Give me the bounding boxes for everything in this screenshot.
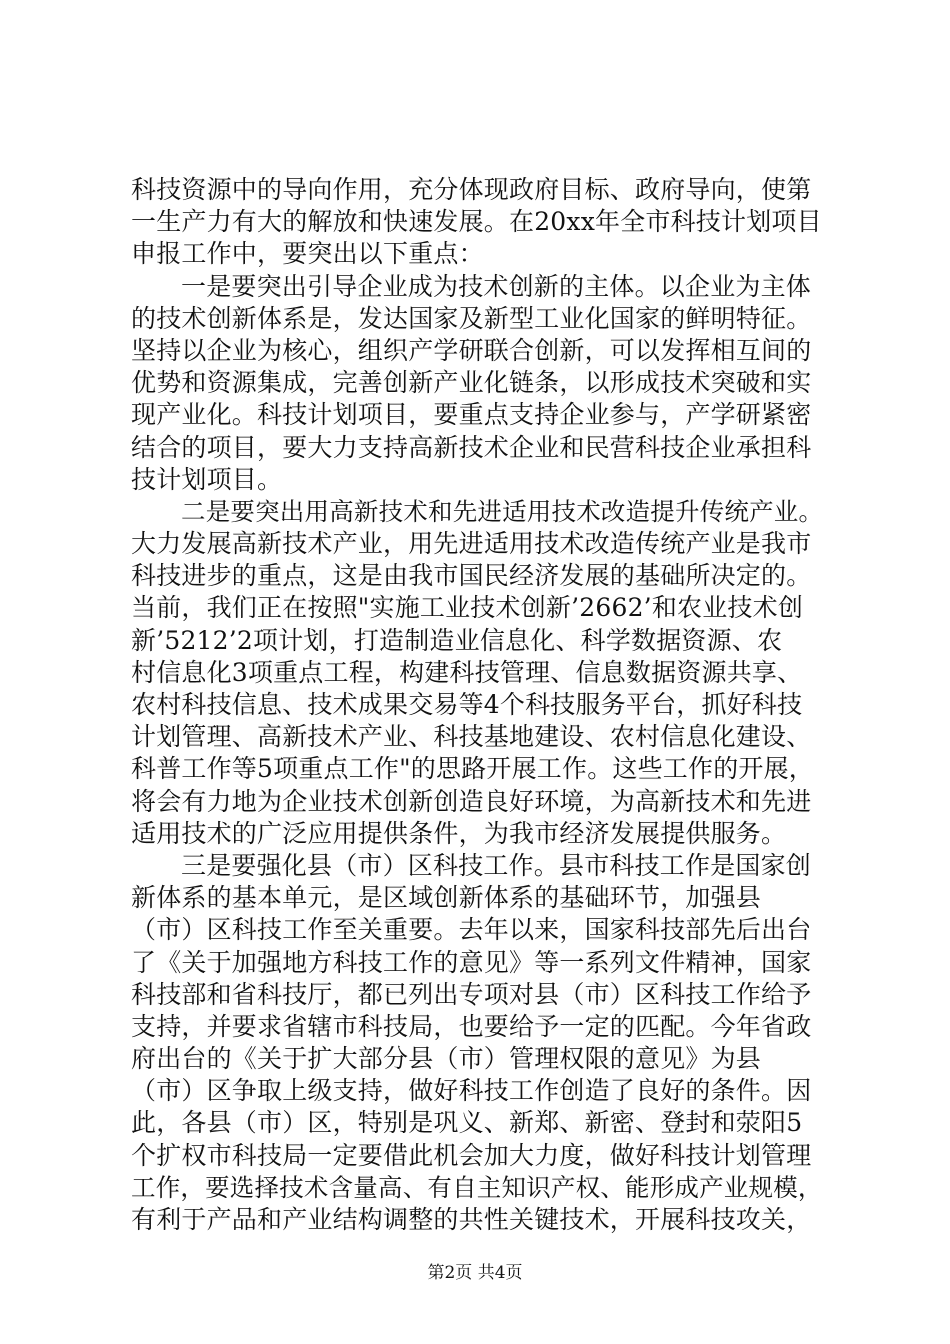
text-line: 当前，我们正在按照"实施工业技术创新’2662’和农业技术创 <box>131 593 804 623</box>
text-line: 结合的项目，要大力支持高新技术企业和民营科技企业承担科 <box>131 432 812 462</box>
text-line: 大力发展高新技术产业，用先进适用技术改造传统产业是我市 <box>131 529 812 559</box>
text-line: 坚持以企业为核心，组织产学研联合创新，可以发挥相互间的 <box>131 335 812 365</box>
text-line: 现产业化。科技计划项目，要重点支持企业参与，产学研紧密 <box>131 400 812 430</box>
text-line: 适用技术的广泛应用提供条件，为我市经济发展提供服务。 <box>131 818 787 848</box>
text-line: （市）区争取上级支持，做好科技工作创造了良好的条件。因 <box>131 1076 812 1106</box>
text-line: 此，各县（市）区，特别是巩义、新郑、新密、登封和荥阳5 <box>131 1108 803 1138</box>
text-line: 新’5212’2项计划，打造制造业信息化、科学数据资源、农 <box>131 625 783 655</box>
text-line: 一生产力有大的解放和快速发展。在20xx年全市科技计划项目 <box>131 207 822 237</box>
text-line: 科技进步的重点，这是由我市国民经济发展的基础所决定的。 <box>131 561 812 591</box>
paragraph-start-line: 二是要突出用高新技术和先进适用技术改造提升传统产业。 <box>181 496 824 526</box>
text-line: 工作，要选择技术含量高、有自主知识产权、能形成产业规模， <box>131 1172 823 1202</box>
text-line: 农村科技信息、技术成果交易等4个科技服务平台，抓好科技 <box>131 690 803 719</box>
text-line: 有利于产品和产业结构调整的共性关键技术，开展科技攻关， <box>131 1205 812 1234</box>
text-line: 申报工作中，要突出以下重点： <box>131 239 484 269</box>
page-number-footer: 第2页 共4页 <box>427 1263 523 1283</box>
text-line: 支持，并要求省辖市科技局，也要给予一定的匹配。今年省政 <box>131 1011 812 1041</box>
paragraph-start-line: 一是要突出引导企业成为技术创新的主体。以企业为主体 <box>181 271 812 301</box>
text-line: 的技术创新体系是，发达国家及新型工业化国家的鲜明特征。 <box>131 303 812 333</box>
text-line: 科技资源中的导向作用，充分体现政府目标、政府导向，使第 <box>131 175 812 204</box>
body-text <box>131 174 831 1236</box>
text-line: 计划管理、高新技术产业、科技基地建设、农村信息化建设、 <box>131 722 812 752</box>
text-line: 村信息化3项重点工程，构建科技管理、信息数据资源共享、 <box>131 657 803 687</box>
text-line: 优势和资源集成，完善创新产业化链条，以形成技术突破和实 <box>131 368 812 398</box>
text-line: 科技部和省科技厅，都已列出专项对县（市）区科技工作给予 <box>131 979 812 1009</box>
paragraph-start-line: 三是要强化县（市）区科技工作。县市科技工作是国家创 <box>181 850 812 880</box>
text-line: 将会有力地为企业技术创新创造良好环境，为高新技术和先进 <box>131 786 812 816</box>
text-line: （市）区科技工作至关重要。去年以来，国家科技部先后出台 <box>131 915 812 945</box>
text-line: 科普工作等5项重点工作"的思路开展工作。这些工作的开展， <box>131 754 815 784</box>
text-line: 技计划项目。 <box>131 464 283 494</box>
text-line: 了《关于加强地方科技工作的意见》等一系列文件精神，国家 <box>131 947 812 977</box>
text-line: 新体系的基本单元，是区域创新体系的基础环节，加强县 <box>131 883 762 913</box>
text-line: 府出台的《关于扩大部分县（市）管理权限的意见》为县 <box>131 1044 762 1074</box>
text-line: 个扩权市科技局一定要借此机会加大力度，做好科技计划管理 <box>131 1140 812 1170</box>
